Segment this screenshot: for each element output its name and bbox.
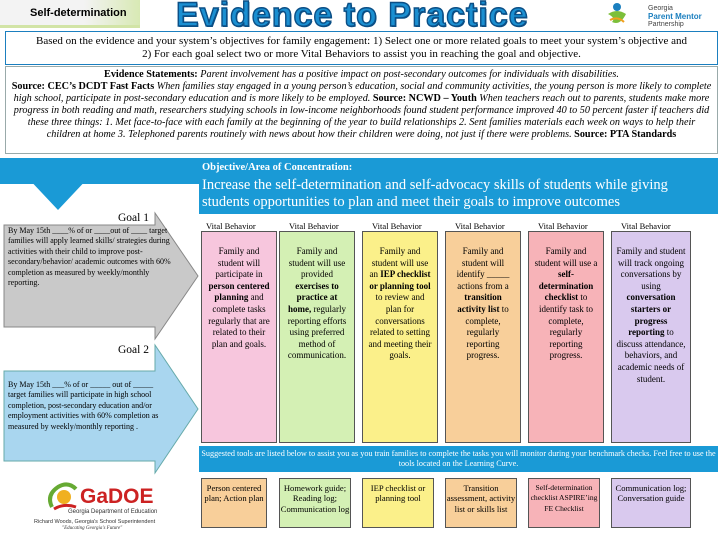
vital-behavior-3-heading: Vital Behavior (372, 221, 422, 231)
instructions-line2: 2) For each goal select two or more Vital Behaviors to assist you in reaching the goal and objective. (142, 48, 581, 60)
goal1-text: By May 15th ____% of or ____out of ____ target families will apply learned skills/ strategies during activities with their child to improve post-secondary/behavior/ academic outcomes with 60% completion as measured by weekly/monthly reporting. (8, 226, 171, 288)
instructions-box (5, 31, 718, 65)
vital-behavior-6-heading: Vital Behavior (621, 221, 671, 231)
vital-behavior-2-heading: Vital Behavior (289, 221, 339, 231)
gadoe-name: GaDOE (80, 485, 154, 508)
instructions-line1: Based on the evidence and your system’s objectives for family engagement: 1) Select one or more related goals to meet your system’s objective and (36, 35, 687, 47)
vital-behavior-6-text: Family and student will track ongoing conversations by using (616, 246, 686, 291)
partner-logo-line2: Parent Mentor (648, 12, 702, 21)
vital-behavior-4-emphasis: transition activity list (457, 292, 502, 314)
gadoe-emblem-icon (44, 477, 82, 513)
vital-behavior-3-emphasis: IEP checklist or planning tool (369, 269, 431, 291)
tools-instructions: Suggested tools are listed below to assist you as you train families to complete the tasks you will monitor during your benchmark checks. Feel free to use the tools located on the Learning Curve. (199, 446, 718, 472)
objective-heading: Objective/Area of Concentration: (202, 162, 353, 173)
vital-behavior-2-emphasis: exercises to practice at home, (288, 280, 339, 314)
section-label: Self-determination (30, 7, 127, 19)
partner-logo-line1: Georgia (648, 5, 673, 12)
evidence-statement-1: Parent involvement has a positive impact on post-secondary outcomes for individuals with disabilities. (197, 69, 619, 80)
tool-2: Homework guide; Reading log; Communication log (279, 478, 351, 528)
partner-logo-swirl-icon (606, 2, 628, 26)
vital-behavior-2-text-end: regularly reporting efforts using preferred method of communication. (287, 303, 347, 361)
vital-behavior-5-text-end: to identify task to complete, regularly reporting progress. (539, 292, 593, 361)
goal2-label: Goal 2 (118, 344, 149, 356)
vital-behavior-4-heading: Vital Behavior (455, 221, 505, 231)
vital-behavior-5-heading: Vital Behavior (538, 221, 588, 231)
evidence-source-3: Source: PTA Standards (571, 129, 677, 140)
tool-6: Communication log; Conversation guide (611, 478, 691, 528)
evidence-lead: Evidence Statements: (104, 69, 198, 80)
tool-4: Transition assessment, activity list or skills list (445, 478, 517, 528)
flow-arrow-icon (0, 154, 205, 214)
tool-5: Self-determination checklist ASPIRE’ing FE Checklist (528, 478, 600, 528)
evidence-source-2: Source: NCWD – Youth (370, 93, 477, 104)
vital-behavior-4-text-end: to complete, regularly reporting progress. (465, 303, 509, 361)
evidence-source-1: Source: CEC’s DCDT Fast Facts (11, 81, 155, 92)
vital-behavior-3-text-end: to review and plan for conversations related to setting and meeting their goals. (368, 292, 432, 361)
tool-1: Person centered plan; Action plan (201, 478, 267, 528)
evidence-statements (5, 66, 718, 154)
vital-behavior-1-text: Family and student will participate in (215, 246, 263, 280)
vital-behavior-5-text: Family and student will use a (534, 246, 598, 268)
gadoe-motto: "Educating Georgia's Future" (62, 526, 123, 531)
vital-behavior-1 (201, 231, 277, 443)
vital-behavior-3-text: Family and student will use an (369, 246, 429, 280)
vital-behavior-1-text-end: and complete tasks regularly that are related to their plan and goals. (208, 292, 270, 349)
vital-behavior-4-text: Family and student will identify _____ actions from a (456, 246, 510, 291)
evidence-statement-3: When teachers reach out to parents, students make more progress in both reading and math, researchers studying schools in low-income neighborhoods found student performance improved 40 to 50 percent faster if teachers did these three things: 1. Met face-to-face with each family at the beginning of the year to build relationships 2. Sent families materials each week on ways to help their children at home 3. Telephoned parents routinely with news about how their children were doing, not just if there were problems. (13, 93, 710, 140)
gadoe-logo (20, 475, 170, 533)
vital-behavior-3 (362, 231, 438, 443)
partner-logo-line3: Partnership (648, 21, 684, 28)
goal1-label: Goal 1 (118, 212, 149, 224)
section-tab (0, 0, 140, 28)
vital-behavior-6-emphasis: conversation starters or progress reporting (626, 292, 676, 338)
vital-behavior-6 (611, 231, 691, 443)
partner-logo (606, 2, 718, 32)
vital-behavior-5 (528, 231, 604, 443)
objective-panel (199, 158, 718, 214)
tool-3: IEP checklist or planning tool (362, 478, 434, 528)
vital-behavior-1-emphasis: person centered planning (208, 280, 270, 303)
vital-behavior-1-heading: Vital Behavior (206, 221, 256, 231)
objective-text: Increase the self-determination and self-advocacy skills of students while giving students opportunities to plan and meet their goals to improve outcomes (202, 177, 668, 210)
gadoe-dept: Georgia Department of Education (68, 509, 158, 515)
gadoe-superintendent: Richard Woods, Georgia's School Superintendent (34, 519, 156, 525)
goal2-text: By May 15th ___% of or _____ out of _____ target families will participate in high school completion, post-secondary education and/or employment activities with 60% completion as measured by weekly/monthly reporting . (8, 380, 159, 431)
vital-behavior-2-text: Family and student will use provided (288, 246, 346, 280)
vital-behavior-2 (279, 231, 355, 443)
vital-behavior-6-text-end: to discuss attendance, behaviors, and academic needs of student. (616, 327, 686, 384)
evidence-statement-2: When families stay engaged in a young person’s education, social and community activities, the young person is more likely to complete high school, participate in post-secondary education and is more likely to be employed. (13, 81, 712, 104)
vital-behavior-5-emphasis: self-determination checklist (538, 269, 594, 303)
vital-behavior-4 (445, 231, 521, 443)
page-title: Evidence to Practice (176, 0, 529, 34)
